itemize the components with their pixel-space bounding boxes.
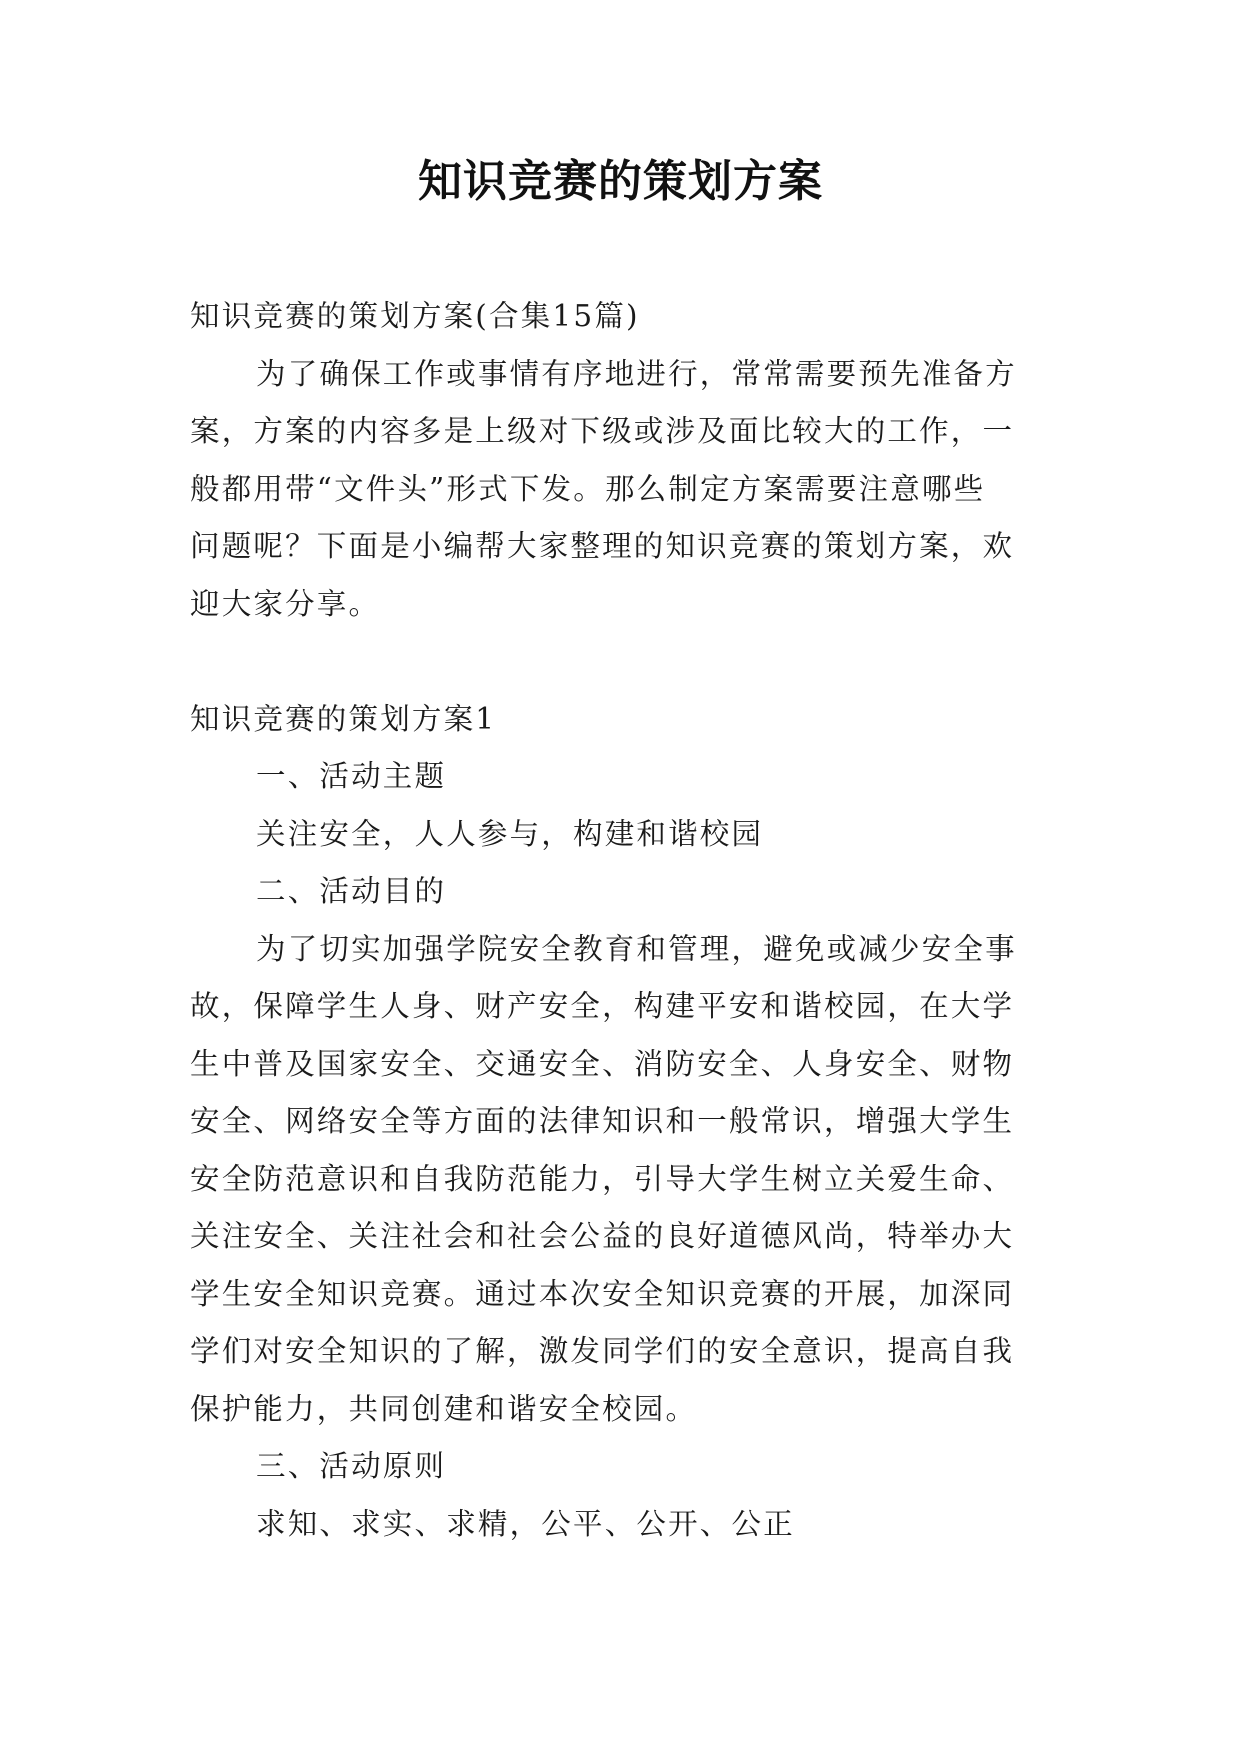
intro-line: 问题呢？下面是小编帮大家整理的知识竞赛的策划方案，欢 <box>190 529 1015 563</box>
purpose-line: 学们对安全知识的了解，激发同学们的安全意识，提高自我 <box>190 1334 1015 1368</box>
purpose-line: 保护能力，共同创建和谐安全校园。 <box>190 1391 698 1426</box>
purpose-line: 为了切实加强学院安全教育和管理，避免或减少安全事 <box>256 931 1017 966</box>
intro-line: 般都用带“文件头”形式下发。那么制定方案需要注意哪些 <box>190 471 986 506</box>
collection-subtitle: 知识竞赛的策划方案(合集15篇) <box>190 299 640 333</box>
paragraph-gap <box>190 633 1060 691</box>
heading-theme: 一、活动主题 <box>256 759 447 793</box>
purpose-line: 故，保障学生人身、财产安全，构建平安和谐校园，在大学 <box>190 989 1015 1023</box>
intro-line: 为了确保工作或事情有序地进行，常常需要预先准备方 <box>256 356 1017 391</box>
document-body <box>190 288 1060 1553</box>
purpose-line: 安全、网络安全等方面的法律知识和一般常识，增强大学生 <box>190 1104 1015 1138</box>
purpose-line: 安全防范意识和自我防范能力，引导大学生树立关爱生命、 <box>190 1161 1015 1196</box>
purpose-line: 生中普及国家安全、交通安全、消防安全、人身安全、财物 <box>190 1046 1015 1081</box>
purpose-line: 关注安全、关注社会和社会公益的良好道德风尚，特举办大 <box>190 1219 1015 1253</box>
principle-text: 求知、求实、求精，公平、公开、公正 <box>256 1506 795 1541</box>
theme-text: 关注安全，人人参与，构建和谐校园 <box>256 816 764 851</box>
page-title: 知识竞赛的策划方案 <box>418 156 823 207</box>
purpose-line: 学生安全知识竞赛。通过本次安全知识竞赛的开展，加深同 <box>190 1276 1015 1311</box>
heading-purpose: 二、活动目的 <box>256 874 447 908</box>
heading-principle: 三、活动原则 <box>256 1449 447 1483</box>
intro-line: 案，方案的内容多是上级对下级或涉及面比较大的工作，一 <box>190 414 1015 448</box>
intro-line: 迎大家分享。 <box>190 586 381 621</box>
section-heading: 知识竞赛的策划方案1 <box>190 701 497 736</box>
